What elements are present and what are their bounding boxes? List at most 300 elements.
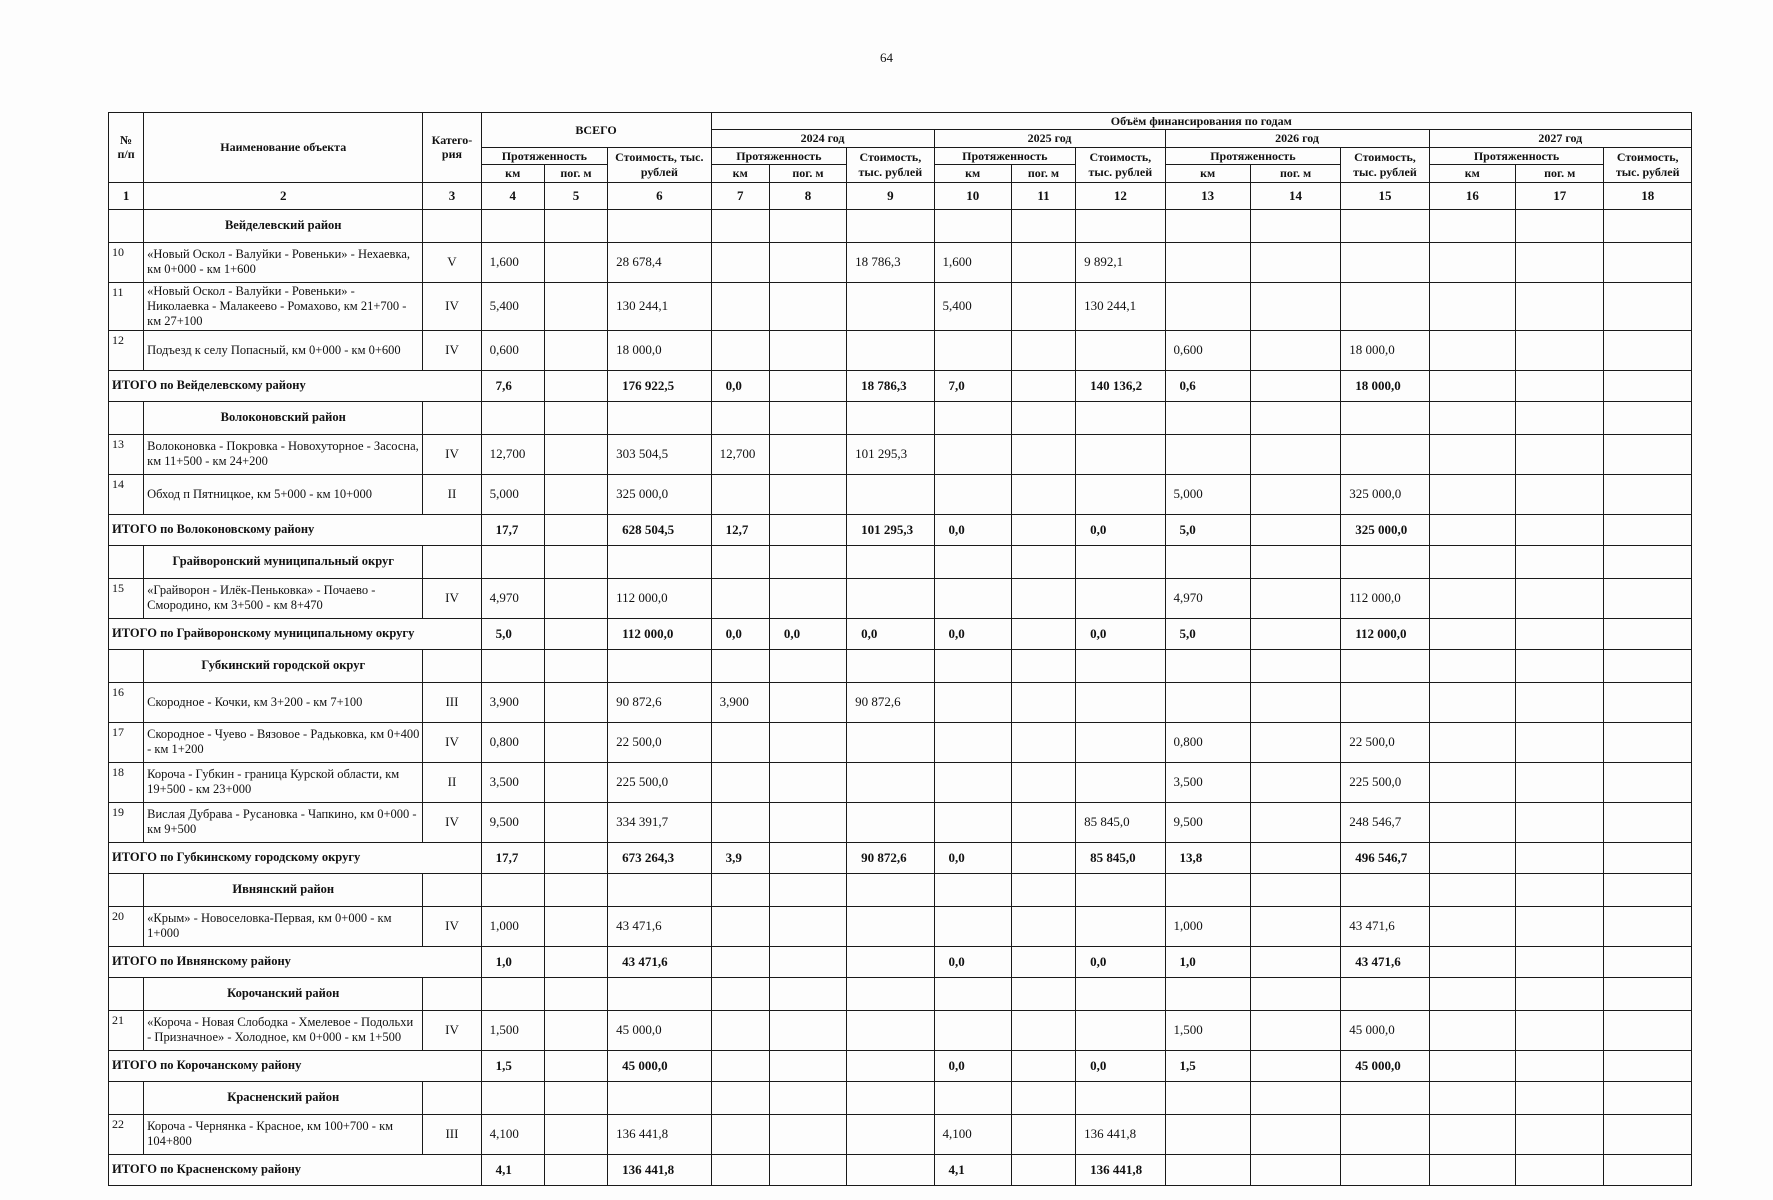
value-cell <box>1429 722 1515 762</box>
column-number-row <box>109 182 1692 209</box>
total-value: 0,0 <box>711 370 769 401</box>
empty-cell <box>481 1081 544 1114</box>
value-cell <box>934 682 1011 722</box>
total-value <box>1011 370 1075 401</box>
value-cell <box>1516 682 1604 722</box>
empty-cell <box>1250 545 1340 578</box>
value-cell: 3,900 <box>481 682 544 722</box>
empty-cell <box>1341 649 1429 682</box>
empty-cell <box>769 1081 846 1114</box>
empty-cell <box>711 649 769 682</box>
category: IV <box>423 282 481 330</box>
value-cell <box>1250 434 1340 474</box>
row-number: 20 <box>109 906 144 946</box>
empty-cell <box>481 401 544 434</box>
value-cell <box>1076 906 1165 946</box>
empty-cell <box>1250 209 1340 242</box>
empty-cell <box>1516 649 1604 682</box>
total-value: 0,0 <box>934 514 1011 545</box>
value-cell <box>769 802 846 842</box>
empty-cell <box>1429 977 1515 1010</box>
total-value: 112 000,0 <box>1341 618 1429 649</box>
empty-cell <box>1516 873 1604 906</box>
value-cell <box>544 1010 607 1050</box>
total-value <box>1011 618 1075 649</box>
empty-cell <box>1604 1081 1692 1114</box>
value-cell <box>1076 578 1165 618</box>
object-name: Волоконовка - Покровка - Новохуторное - Засосна, км 11+500 - км 24+200 <box>144 434 423 474</box>
column-number: 3 <box>423 182 481 209</box>
total-value: 4,1 <box>481 1154 544 1185</box>
value-cell: 9,500 <box>481 802 544 842</box>
empty-cell <box>934 649 1011 682</box>
value-cell: 101 295,3 <box>847 434 934 474</box>
total-value: 45 000,0 <box>1341 1050 1429 1081</box>
value-cell <box>1250 682 1340 722</box>
hdr-km: км <box>481 165 544 182</box>
total-value <box>1429 1050 1515 1081</box>
total-value: 17,7 <box>481 514 544 545</box>
hdr-num: № п/п <box>109 113 144 183</box>
total-value: 1,0 <box>1165 946 1250 977</box>
total-value <box>1429 1154 1515 1185</box>
empty-cell <box>711 401 769 434</box>
total-value: 90 872,6 <box>847 842 934 873</box>
empty-cell <box>769 649 846 682</box>
value-cell: 0,600 <box>1165 330 1250 370</box>
section-row <box>109 1081 1692 1114</box>
value-cell: 5,000 <box>1165 474 1250 514</box>
hdr-length: Протяженность <box>1165 147 1341 164</box>
value-cell <box>1011 282 1075 330</box>
total-value <box>1604 1154 1692 1185</box>
empty-cell <box>1341 401 1429 434</box>
value-cell <box>769 762 846 802</box>
total-value <box>1011 514 1075 545</box>
value-cell <box>769 722 846 762</box>
empty-cell <box>1076 545 1165 578</box>
category: IV <box>423 434 481 474</box>
value-cell <box>711 578 769 618</box>
value-cell <box>1604 682 1692 722</box>
value-cell: 18 786,3 <box>847 242 934 282</box>
value-cell <box>1516 434 1604 474</box>
total-value: 673 264,3 <box>608 842 711 873</box>
value-cell <box>1516 578 1604 618</box>
value-cell: 136 441,8 <box>608 1114 711 1154</box>
section-row <box>109 977 1692 1010</box>
total-value <box>1250 1154 1340 1185</box>
total-label: ИТОГО по Корочанскому району <box>109 1050 482 1081</box>
total-value: 0,0 <box>769 618 846 649</box>
column-number: 1 <box>109 182 144 209</box>
empty-cell <box>1011 649 1075 682</box>
empty-cell <box>481 873 544 906</box>
total-value <box>1011 1050 1075 1081</box>
hdr-cost: Стоимость, тыс. рублей <box>847 147 934 182</box>
column-number: 4 <box>481 182 544 209</box>
value-cell: 45 000,0 <box>608 1010 711 1050</box>
value-cell <box>769 578 846 618</box>
total-value: 1,5 <box>481 1050 544 1081</box>
empty-cell <box>1516 401 1604 434</box>
total-value <box>1011 1154 1075 1185</box>
empty-cell <box>711 873 769 906</box>
table-row <box>109 282 1692 330</box>
object-name: Обход п Пятницкое, км 5+000 - км 10+000 <box>144 474 423 514</box>
value-cell: 9,500 <box>1165 802 1250 842</box>
total-value <box>1429 618 1515 649</box>
value-cell <box>934 434 1011 474</box>
section-row <box>109 209 1692 242</box>
total-label: ИТОГО по Красненскому району <box>109 1154 482 1185</box>
hdr-cost: Стоимость, тыс. рублей <box>608 147 711 182</box>
empty-cell <box>1011 977 1075 1010</box>
value-cell <box>1076 762 1165 802</box>
empty-cell <box>934 977 1011 1010</box>
hdr-km: км <box>711 165 769 182</box>
empty-cell <box>1165 649 1250 682</box>
empty-cell <box>1076 1081 1165 1114</box>
empty-cell <box>423 977 481 1010</box>
value-cell <box>1516 1010 1604 1050</box>
category: IV <box>423 578 481 618</box>
value-cell <box>769 474 846 514</box>
total-value <box>1516 842 1604 873</box>
empty-cell <box>481 977 544 1010</box>
value-cell <box>1429 242 1515 282</box>
total-value: 628 504,5 <box>608 514 711 545</box>
value-cell: 1,000 <box>1165 906 1250 946</box>
column-number: 9 <box>847 182 934 209</box>
total-label: ИТОГО по Волоконовскому району <box>109 514 482 545</box>
empty-cell <box>109 873 144 906</box>
object-name: «Новый Оскол - Валуйки - Ровеньки» - Николаевка - Малакеево - Ромахово, км 21+700 - км 27+100 <box>144 282 423 330</box>
value-cell <box>934 1010 1011 1050</box>
empty-cell <box>1516 209 1604 242</box>
value-cell <box>1165 1114 1250 1154</box>
value-cell <box>769 1010 846 1050</box>
total-value <box>1250 618 1340 649</box>
hdr-km: км <box>934 165 1011 182</box>
table-row <box>109 474 1692 514</box>
hdr-year-2027: 2027 год <box>1429 130 1691 147</box>
object-name: «Крым» - Новоселовка-Первая, км 0+000 - км 1+000 <box>144 906 423 946</box>
total-value <box>1429 842 1515 873</box>
total-value <box>1011 946 1075 977</box>
total-value <box>544 842 607 873</box>
value-cell <box>1011 802 1075 842</box>
row-number: 14 <box>109 474 144 514</box>
value-cell <box>847 762 934 802</box>
value-cell <box>1429 762 1515 802</box>
value-cell: 18 000,0 <box>1341 330 1429 370</box>
value-cell <box>711 802 769 842</box>
value-cell <box>1604 762 1692 802</box>
empty-cell <box>847 401 934 434</box>
value-cell: 43 471,6 <box>608 906 711 946</box>
hdr-length: Протяженность <box>1429 147 1604 164</box>
total-row <box>109 1154 1692 1185</box>
hdr-km: км <box>1429 165 1515 182</box>
value-cell <box>1516 474 1604 514</box>
empty-cell <box>1604 209 1692 242</box>
column-number: 14 <box>1250 182 1340 209</box>
value-cell <box>1341 434 1429 474</box>
value-cell <box>1341 682 1429 722</box>
column-number: 16 <box>1429 182 1515 209</box>
value-cell <box>1011 242 1075 282</box>
empty-cell <box>544 209 607 242</box>
empty-cell <box>1429 545 1515 578</box>
value-cell: 130 244,1 <box>1076 282 1165 330</box>
category: V <box>423 242 481 282</box>
empty-cell <box>109 209 144 242</box>
empty-cell <box>423 649 481 682</box>
value-cell <box>1429 282 1515 330</box>
empty-cell <box>1429 401 1515 434</box>
value-cell <box>769 682 846 722</box>
total-value: 0,0 <box>934 618 1011 649</box>
empty-cell <box>1076 977 1165 1010</box>
empty-cell <box>1076 209 1165 242</box>
total-value: 18 000,0 <box>1341 370 1429 401</box>
hdr-year-2026: 2026 год <box>1165 130 1429 147</box>
table-row <box>109 802 1692 842</box>
value-cell: 0,800 <box>1165 722 1250 762</box>
section-name: Красненский район <box>144 1081 423 1114</box>
total-value <box>1604 514 1692 545</box>
empty-cell <box>1604 649 1692 682</box>
hdr-cost: Стоимость, тыс. рублей <box>1604 147 1692 182</box>
value-cell <box>1429 578 1515 618</box>
row-number: 12 <box>109 330 144 370</box>
empty-cell <box>934 209 1011 242</box>
empty-cell <box>711 977 769 1010</box>
value-cell <box>711 722 769 762</box>
total-value <box>711 1050 769 1081</box>
value-cell <box>1604 578 1692 618</box>
empty-cell <box>481 209 544 242</box>
total-value: 3,9 <box>711 842 769 873</box>
value-cell <box>769 1114 846 1154</box>
value-cell: 325 000,0 <box>1341 474 1429 514</box>
empty-cell <box>1429 873 1515 906</box>
value-cell <box>1429 1114 1515 1154</box>
column-number: 6 <box>608 182 711 209</box>
value-cell: 5,000 <box>481 474 544 514</box>
value-cell <box>847 906 934 946</box>
empty-cell <box>1604 873 1692 906</box>
value-cell <box>1250 242 1340 282</box>
empty-cell <box>847 873 934 906</box>
total-label: ИТОГО по Вейделевскому району <box>109 370 482 401</box>
value-cell <box>1604 1114 1692 1154</box>
value-cell <box>1165 282 1250 330</box>
value-cell: 18 000,0 <box>608 330 711 370</box>
row-number: 17 <box>109 722 144 762</box>
total-value <box>1604 946 1692 977</box>
value-cell <box>544 722 607 762</box>
empty-cell <box>1165 545 1250 578</box>
table-row <box>109 434 1692 474</box>
table-row <box>109 722 1692 762</box>
table-row <box>109 682 1692 722</box>
total-value <box>1604 370 1692 401</box>
value-cell <box>544 682 607 722</box>
total-value <box>544 1154 607 1185</box>
value-cell <box>1429 474 1515 514</box>
category: III <box>423 682 481 722</box>
value-cell <box>1250 1114 1340 1154</box>
row-number: 10 <box>109 242 144 282</box>
section-name: Губкинский городской округ <box>144 649 423 682</box>
total-value: 12,7 <box>711 514 769 545</box>
total-value <box>1604 618 1692 649</box>
value-cell <box>934 330 1011 370</box>
value-cell <box>769 242 846 282</box>
total-value <box>544 1050 607 1081</box>
section-row <box>109 401 1692 434</box>
row-number: 16 <box>109 682 144 722</box>
value-cell: 5,400 <box>934 282 1011 330</box>
value-cell <box>934 722 1011 762</box>
row-number: 15 <box>109 578 144 618</box>
value-cell: 4,100 <box>934 1114 1011 1154</box>
total-value <box>769 842 846 873</box>
value-cell <box>1429 682 1515 722</box>
value-cell <box>1604 282 1692 330</box>
total-value <box>1341 1154 1429 1185</box>
value-cell: 112 000,0 <box>1341 578 1429 618</box>
value-cell <box>769 282 846 330</box>
empty-cell <box>847 209 934 242</box>
value-cell: 5,400 <box>481 282 544 330</box>
total-value <box>769 1154 846 1185</box>
empty-cell <box>544 1081 607 1114</box>
total-value: 112 000,0 <box>608 618 711 649</box>
total-value <box>1516 1050 1604 1081</box>
value-cell <box>1341 242 1429 282</box>
empty-cell <box>847 545 934 578</box>
value-cell: 136 441,8 <box>1076 1114 1165 1154</box>
total-value <box>711 1154 769 1185</box>
value-cell <box>1250 578 1340 618</box>
empty-cell <box>1604 401 1692 434</box>
column-number: 10 <box>934 182 1011 209</box>
hdr-cost: Стоимость, тыс. рублей <box>1076 147 1165 182</box>
value-cell: 3,500 <box>481 762 544 802</box>
value-cell: 334 391,7 <box>608 802 711 842</box>
total-value <box>769 946 846 977</box>
empty-cell <box>1250 401 1340 434</box>
value-cell <box>1604 434 1692 474</box>
total-row <box>109 370 1692 401</box>
table-row <box>109 578 1692 618</box>
value-cell <box>711 1114 769 1154</box>
value-cell: 3,900 <box>711 682 769 722</box>
value-cell <box>711 282 769 330</box>
category: IV <box>423 906 481 946</box>
value-cell <box>1604 1010 1692 1050</box>
empty-cell <box>1165 977 1250 1010</box>
value-cell <box>1604 802 1692 842</box>
total-row <box>109 514 1692 545</box>
value-cell <box>1604 474 1692 514</box>
value-cell: 90 872,6 <box>847 682 934 722</box>
empty-cell <box>1341 873 1429 906</box>
value-cell: 0,600 <box>481 330 544 370</box>
total-value: 0,0 <box>934 1050 1011 1081</box>
empty-cell <box>1011 209 1075 242</box>
section-name: Вейделевский район <box>144 209 423 242</box>
empty-cell <box>1076 401 1165 434</box>
total-value <box>1250 842 1340 873</box>
empty-cell <box>1250 977 1340 1010</box>
value-cell <box>1250 802 1340 842</box>
table-row <box>109 330 1692 370</box>
value-cell <box>1011 330 1075 370</box>
value-cell <box>847 330 934 370</box>
value-cell <box>1250 762 1340 802</box>
total-value <box>544 514 607 545</box>
value-cell <box>847 578 934 618</box>
category: II <box>423 762 481 802</box>
empty-cell <box>1604 977 1692 1010</box>
empty-cell <box>769 545 846 578</box>
empty-cell <box>1429 649 1515 682</box>
row-number: 18 <box>109 762 144 802</box>
hdr-name: Наименование объекта <box>144 113 423 183</box>
value-cell <box>711 1010 769 1050</box>
value-cell <box>544 1114 607 1154</box>
value-cell <box>1011 434 1075 474</box>
empty-cell <box>711 1081 769 1114</box>
column-number: 15 <box>1341 182 1429 209</box>
value-cell: 1,600 <box>934 242 1011 282</box>
value-cell <box>1076 1010 1165 1050</box>
row-number: 11 <box>109 282 144 330</box>
object-name: Короча - Чернянка - Красное, км 100+700 - км 104+800 <box>144 1114 423 1154</box>
value-cell <box>1604 722 1692 762</box>
value-cell <box>769 906 846 946</box>
section-row <box>109 873 1692 906</box>
value-cell <box>1250 474 1340 514</box>
total-value: 13,8 <box>1165 842 1250 873</box>
empty-cell <box>1165 1081 1250 1114</box>
value-cell: 22 500,0 <box>1341 722 1429 762</box>
column-number: 18 <box>1604 182 1692 209</box>
hdr-length: Протяженность <box>711 147 847 164</box>
empty-cell <box>109 1081 144 1114</box>
total-value: 7,0 <box>934 370 1011 401</box>
value-cell <box>1165 434 1250 474</box>
empty-cell <box>1165 209 1250 242</box>
empty-cell <box>1516 977 1604 1010</box>
empty-cell <box>1076 873 1165 906</box>
hdr-pog-m: пог. м <box>1516 165 1604 182</box>
empty-cell <box>544 401 607 434</box>
empty-cell <box>423 1081 481 1114</box>
empty-cell <box>1429 1081 1515 1114</box>
value-cell <box>1516 330 1604 370</box>
total-value <box>1429 370 1515 401</box>
total-value: 43 471,6 <box>1341 946 1429 977</box>
value-cell: 4,970 <box>1165 578 1250 618</box>
total-value: 5,0 <box>1165 514 1250 545</box>
total-value: 0,0 <box>847 618 934 649</box>
value-cell <box>769 434 846 474</box>
